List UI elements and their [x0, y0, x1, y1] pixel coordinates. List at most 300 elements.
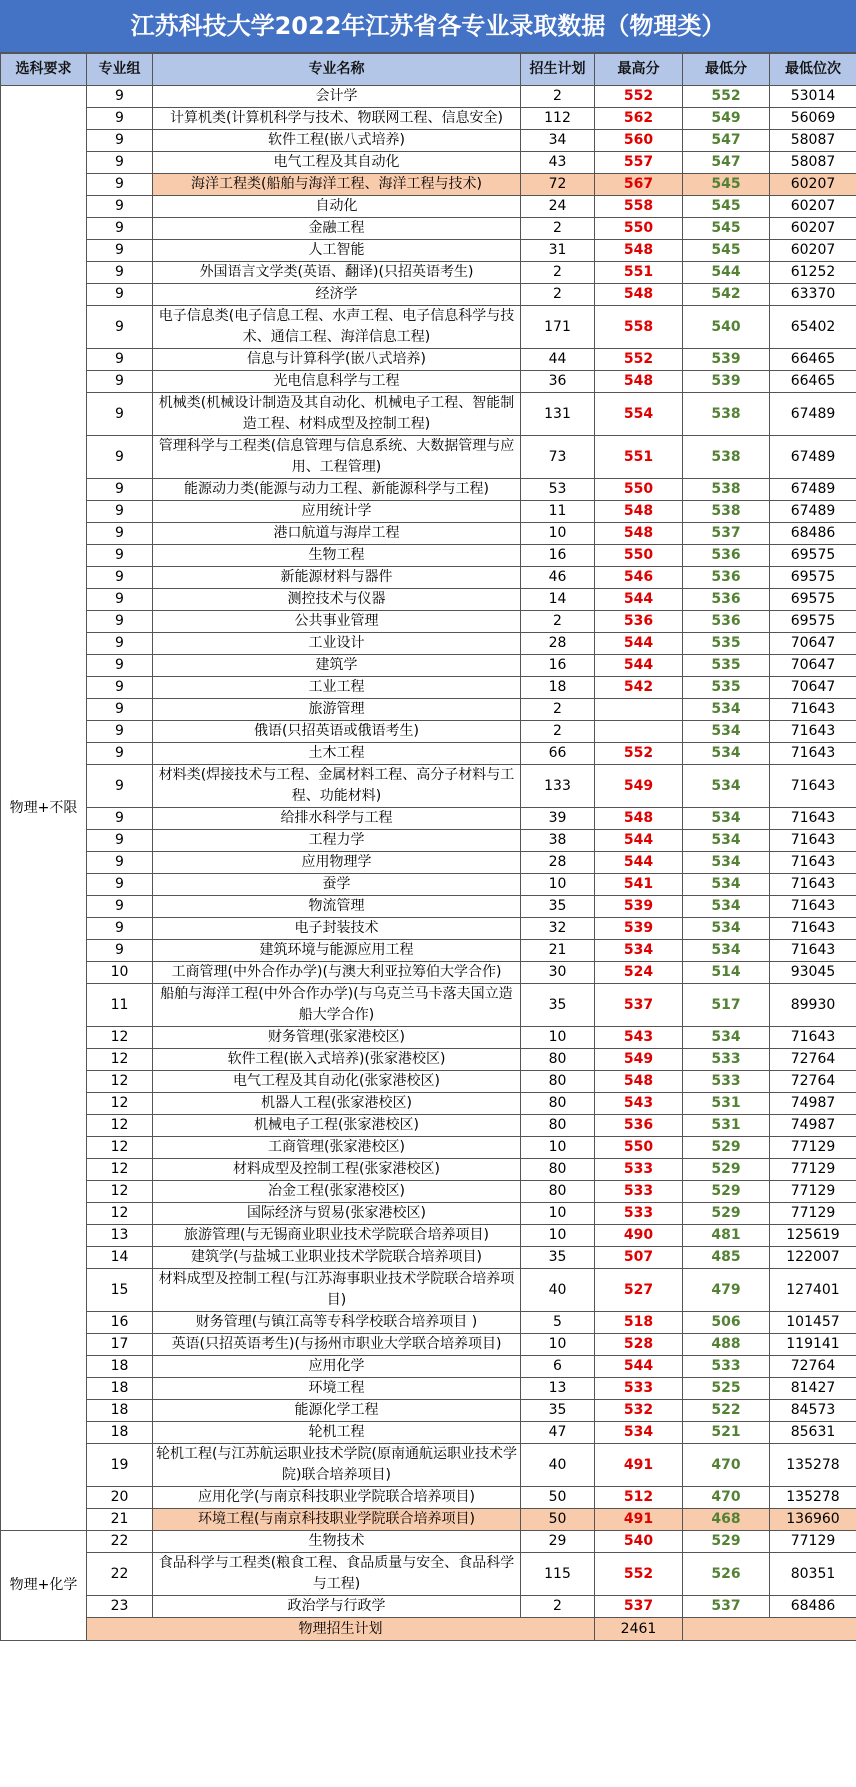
group-cell: 12 [87, 1071, 153, 1093]
low-score-cell: 526 [683, 1553, 770, 1596]
plan-cell: 73 [521, 436, 595, 479]
table-row [1, 677, 856, 699]
subject-requirement-cell: 物理+化学 [1, 1531, 87, 1641]
group-cell: 12 [87, 1115, 153, 1137]
low-score-cell: 547 [683, 130, 770, 152]
major-name-cell: 工业工程 [153, 677, 521, 699]
major-name-cell: 机械电子工程(张家港校区) [153, 1115, 521, 1137]
high-score-cell: 527 [595, 1269, 683, 1312]
low-score-cell: 529 [683, 1181, 770, 1203]
plan-cell: 14 [521, 589, 595, 611]
table-row [1, 545, 856, 567]
group-cell: 18 [87, 1378, 153, 1400]
high-score-cell: 549 [595, 1049, 683, 1071]
low-rank-cell: 71643 [770, 940, 856, 962]
low-rank-cell: 68486 [770, 1596, 856, 1618]
low-rank-cell: 71643 [770, 874, 856, 896]
group-cell: 9 [87, 284, 153, 306]
low-rank-cell: 71643 [770, 852, 856, 874]
table-row [1, 262, 856, 284]
high-score-cell: 560 [595, 130, 683, 152]
high-score-cell: 491 [595, 1444, 683, 1487]
group-cell: 9 [87, 240, 153, 262]
low-score-cell: 529 [683, 1137, 770, 1159]
plan-cell: 2 [521, 86, 595, 108]
plan-cell: 35 [521, 984, 595, 1027]
table-row [1, 1400, 856, 1422]
major-name-cell: 工商管理(张家港校区) [153, 1137, 521, 1159]
low-score-cell: 539 [683, 349, 770, 371]
low-rank-cell: 65402 [770, 306, 856, 349]
plan-cell: 66 [521, 743, 595, 765]
plan-cell: 80 [521, 1159, 595, 1181]
low-rank-cell: 84573 [770, 1400, 856, 1422]
low-rank-cell: 71643 [770, 830, 856, 852]
table-body [1, 86, 856, 1641]
low-score-cell: 529 [683, 1531, 770, 1553]
low-rank-cell: 89930 [770, 984, 856, 1027]
major-name-cell: 政治学与行政学 [153, 1596, 521, 1618]
group-cell: 9 [87, 765, 153, 808]
major-name-cell: 旅游管理(与无锡商业职业技术学院联合培养项目) [153, 1225, 521, 1247]
low-score-cell: 534 [683, 765, 770, 808]
plan-cell: 10 [521, 1225, 595, 1247]
high-score-cell: 537 [595, 984, 683, 1027]
major-name-cell: 材料成型及控制工程(张家港校区) [153, 1159, 521, 1181]
low-score-cell: 537 [683, 1596, 770, 1618]
major-name-cell: 财务管理(与镇江高等专科学校联合培养项目 ) [153, 1312, 521, 1334]
low-rank-cell: 122007 [770, 1247, 856, 1269]
major-name-cell: 物流管理 [153, 896, 521, 918]
low-score-cell: 545 [683, 196, 770, 218]
low-score-cell: 536 [683, 611, 770, 633]
group-cell: 12 [87, 1093, 153, 1115]
plan-cell: 24 [521, 196, 595, 218]
plan-cell: 80 [521, 1181, 595, 1203]
high-score-cell: 552 [595, 743, 683, 765]
high-score-cell: 552 [595, 86, 683, 108]
high-score-cell [595, 721, 683, 743]
group-cell: 9 [87, 743, 153, 765]
plan-cell: 10 [521, 1027, 595, 1049]
table-row [1, 567, 856, 589]
high-score-cell: 536 [595, 611, 683, 633]
major-name-cell: 光电信息科学与工程 [153, 371, 521, 393]
group-cell: 9 [87, 830, 153, 852]
major-name-cell: 国际经济与贸易(张家港校区) [153, 1203, 521, 1225]
low-score-cell: 468 [683, 1509, 770, 1531]
table-row [1, 1596, 856, 1618]
low-rank-cell: 58087 [770, 130, 856, 152]
low-rank-cell: 66465 [770, 371, 856, 393]
table-row [1, 1334, 856, 1356]
table-row [1, 918, 856, 940]
group-cell: 9 [87, 86, 153, 108]
high-score-cell: 567 [595, 174, 683, 196]
plan-cell: 31 [521, 240, 595, 262]
low-score-cell: 514 [683, 962, 770, 984]
header-rank: 最低位次 [770, 54, 856, 86]
major-name-cell: 金融工程 [153, 218, 521, 240]
table-row [1, 501, 856, 523]
low-rank-cell: 80351 [770, 1553, 856, 1596]
major-name-cell: 应用化学(与南京科技职业学院联合培养项目) [153, 1487, 521, 1509]
major-name-cell: 电气工程及其自动化(张家港校区) [153, 1071, 521, 1093]
plan-cell: 80 [521, 1049, 595, 1071]
high-score-cell: 541 [595, 874, 683, 896]
low-score-cell: 538 [683, 436, 770, 479]
major-name-cell: 电子封装技术 [153, 918, 521, 940]
table-row [1, 896, 856, 918]
group-cell: 9 [87, 196, 153, 218]
group-cell: 9 [87, 567, 153, 589]
high-score-cell: 549 [595, 765, 683, 808]
major-name-cell: 船舶与海洋工程(中外合作办学)(与乌克兰马卡落夫国立造船大学合作) [153, 984, 521, 1027]
low-rank-cell: 74987 [770, 1093, 856, 1115]
group-cell: 9 [87, 152, 153, 174]
low-score-cell: 534 [683, 940, 770, 962]
major-name-cell: 旅游管理 [153, 699, 521, 721]
low-score-cell: 531 [683, 1115, 770, 1137]
low-score-cell: 535 [683, 655, 770, 677]
table-row [1, 196, 856, 218]
high-score-cell: 533 [595, 1181, 683, 1203]
table-row [1, 589, 856, 611]
low-rank-cell: 72764 [770, 1049, 856, 1071]
plan-cell: 2 [521, 218, 595, 240]
group-cell: 9 [87, 896, 153, 918]
high-score-cell: 548 [595, 808, 683, 830]
high-score-cell: 540 [595, 1531, 683, 1553]
table-row [1, 1247, 856, 1269]
low-score-cell: 535 [683, 633, 770, 655]
major-name-cell: 计算机类(计算机科学与技术、物联网工程、信息安全) [153, 108, 521, 130]
major-name-cell: 人工智能 [153, 240, 521, 262]
group-cell: 9 [87, 306, 153, 349]
low-rank-cell: 93045 [770, 962, 856, 984]
low-rank-cell: 66465 [770, 349, 856, 371]
table-row [1, 152, 856, 174]
low-rank-cell: 67489 [770, 393, 856, 436]
major-name-cell: 生物技术 [153, 1531, 521, 1553]
major-name-cell: 经济学 [153, 284, 521, 306]
low-rank-cell: 60207 [770, 174, 856, 196]
group-cell: 9 [87, 371, 153, 393]
table-row [1, 523, 856, 545]
table-row [1, 306, 856, 349]
table-row [1, 830, 856, 852]
major-name-cell: 信息与计算科学(嵌八式培养) [153, 349, 521, 371]
low-rank-cell: 81427 [770, 1378, 856, 1400]
plan-cell: 2 [521, 262, 595, 284]
total-value: 2461 [595, 1618, 683, 1641]
page-title: 江苏科技大学2022年江苏省各专业录取数据（物理类） [0, 0, 856, 53]
group-cell: 11 [87, 984, 153, 1027]
low-score-cell: 545 [683, 174, 770, 196]
high-score-cell: 557 [595, 152, 683, 174]
table-row [1, 1203, 856, 1225]
group-cell: 9 [87, 655, 153, 677]
plan-cell: 46 [521, 567, 595, 589]
table-row [1, 130, 856, 152]
group-cell: 9 [87, 174, 153, 196]
major-name-cell: 工业设计 [153, 633, 521, 655]
table-row [1, 721, 856, 743]
group-cell: 9 [87, 108, 153, 130]
table-row [1, 962, 856, 984]
group-cell: 9 [87, 501, 153, 523]
header-plan: 招生计划 [521, 54, 595, 86]
table-row [1, 393, 856, 436]
high-score-cell: 544 [595, 655, 683, 677]
plan-cell: 32 [521, 918, 595, 940]
major-name-cell: 电子信息类(电子信息工程、水声工程、电子信息科学与技术、通信工程、海洋信息工程) [153, 306, 521, 349]
subject-requirement-cell: 物理+不限 [1, 86, 87, 1531]
high-score-cell [595, 699, 683, 721]
low-score-cell: 470 [683, 1487, 770, 1509]
high-score-cell: 544 [595, 852, 683, 874]
high-score-cell: 512 [595, 1487, 683, 1509]
low-rank-cell: 119141 [770, 1334, 856, 1356]
plan-cell: 2 [521, 699, 595, 721]
high-score-cell: 550 [595, 1137, 683, 1159]
low-rank-cell: 71643 [770, 808, 856, 830]
major-name-cell: 建筑学(与盐城工业职业技术学院联合培养项目) [153, 1247, 521, 1269]
major-name-cell: 软件工程(嵌入式培养)(张家港校区) [153, 1049, 521, 1071]
plan-cell: 43 [521, 152, 595, 174]
high-score-cell: 518 [595, 1312, 683, 1334]
low-rank-cell: 58087 [770, 152, 856, 174]
plan-cell: 10 [521, 523, 595, 545]
major-name-cell: 俄语(只招英语或俄语考生) [153, 721, 521, 743]
plan-cell: 28 [521, 633, 595, 655]
table-row [1, 108, 856, 130]
table-row [1, 984, 856, 1027]
low-rank-cell: 127401 [770, 1269, 856, 1312]
plan-cell: 21 [521, 940, 595, 962]
high-score-cell: 552 [595, 349, 683, 371]
major-name-cell: 外国语言文学类(英语、翻译)(只招英语考生) [153, 262, 521, 284]
low-rank-cell: 69575 [770, 589, 856, 611]
low-rank-cell: 135278 [770, 1444, 856, 1487]
plan-cell: 72 [521, 174, 595, 196]
table-row [1, 1312, 856, 1334]
group-cell: 19 [87, 1444, 153, 1487]
low-rank-cell: 71643 [770, 721, 856, 743]
group-cell: 9 [87, 262, 153, 284]
low-score-cell: 537 [683, 523, 770, 545]
high-score-cell: 534 [595, 940, 683, 962]
low-score-cell: 481 [683, 1225, 770, 1247]
low-score-cell: 534 [683, 1027, 770, 1049]
low-rank-cell: 69575 [770, 545, 856, 567]
low-rank-cell: 71643 [770, 1027, 856, 1049]
high-score-cell: 537 [595, 1596, 683, 1618]
high-score-cell: 533 [595, 1159, 683, 1181]
low-score-cell: 539 [683, 371, 770, 393]
low-score-cell: 534 [683, 874, 770, 896]
high-score-cell: 562 [595, 108, 683, 130]
group-cell: 23 [87, 1596, 153, 1618]
high-score-cell: 539 [595, 918, 683, 940]
major-name-cell: 机器人工程(张家港校区) [153, 1093, 521, 1115]
major-name-cell: 新能源材料与器件 [153, 567, 521, 589]
plan-cell: 38 [521, 830, 595, 852]
plan-cell: 18 [521, 677, 595, 699]
low-score-cell: 506 [683, 1312, 770, 1334]
high-score-cell: 542 [595, 677, 683, 699]
table-row [1, 1422, 856, 1444]
low-rank-cell: 60207 [770, 196, 856, 218]
plan-cell: 133 [521, 765, 595, 808]
group-cell: 9 [87, 699, 153, 721]
low-score-cell: 536 [683, 589, 770, 611]
low-rank-cell: 77129 [770, 1159, 856, 1181]
high-score-cell: 548 [595, 284, 683, 306]
high-score-cell: 528 [595, 1334, 683, 1356]
plan-cell: 34 [521, 130, 595, 152]
plan-cell: 131 [521, 393, 595, 436]
low-score-cell: 521 [683, 1422, 770, 1444]
low-rank-cell: 69575 [770, 567, 856, 589]
header-major: 专业名称 [153, 54, 521, 86]
table-row [1, 436, 856, 479]
header-group: 专业组 [87, 54, 153, 86]
major-name-cell: 蚕学 [153, 874, 521, 896]
plan-cell: 50 [521, 1509, 595, 1531]
plan-cell: 2 [521, 721, 595, 743]
high-score-cell: 544 [595, 830, 683, 852]
low-rank-cell: 53014 [770, 86, 856, 108]
low-score-cell: 538 [683, 393, 770, 436]
group-cell: 9 [87, 918, 153, 940]
low-rank-cell: 67489 [770, 436, 856, 479]
high-score-cell: 534 [595, 1422, 683, 1444]
low-rank-cell: 56069 [770, 108, 856, 130]
total-label: 物理招生计划 [87, 1618, 595, 1641]
table-row [1, 808, 856, 830]
high-score-cell: 548 [595, 240, 683, 262]
low-rank-cell: 63370 [770, 284, 856, 306]
table-row [1, 1027, 856, 1049]
plan-cell: 112 [521, 108, 595, 130]
low-score-cell: 534 [683, 852, 770, 874]
group-cell: 12 [87, 1137, 153, 1159]
table-row [1, 633, 856, 655]
header-row [1, 54, 856, 86]
table-row [1, 1137, 856, 1159]
plan-cell: 6 [521, 1356, 595, 1378]
high-score-cell: 551 [595, 262, 683, 284]
major-name-cell: 电气工程及其自动化 [153, 152, 521, 174]
plan-cell: 36 [521, 371, 595, 393]
high-score-cell: 490 [595, 1225, 683, 1247]
plan-cell: 40 [521, 1444, 595, 1487]
high-score-cell: 546 [595, 567, 683, 589]
table-row [1, 284, 856, 306]
group-cell: 9 [87, 130, 153, 152]
major-name-cell: 材料类(焊接技术与工程、金属材料工程、高分子材料与工程、功能材料) [153, 765, 521, 808]
table-row [1, 218, 856, 240]
low-rank-cell: 77129 [770, 1531, 856, 1553]
group-cell: 9 [87, 852, 153, 874]
low-score-cell: 533 [683, 1071, 770, 1093]
plan-cell: 13 [521, 1378, 595, 1400]
major-name-cell: 环境工程(与南京科技职业学院联合培养项目) [153, 1509, 521, 1531]
low-rank-cell: 71643 [770, 918, 856, 940]
group-cell: 14 [87, 1247, 153, 1269]
low-rank-cell: 77129 [770, 1137, 856, 1159]
plan-cell: 53 [521, 479, 595, 501]
low-rank-cell: 71643 [770, 896, 856, 918]
low-score-cell: 549 [683, 108, 770, 130]
major-name-cell: 应用物理学 [153, 852, 521, 874]
low-score-cell: 488 [683, 1334, 770, 1356]
low-score-cell: 525 [683, 1378, 770, 1400]
plan-cell: 28 [521, 852, 595, 874]
low-rank-cell: 69575 [770, 611, 856, 633]
major-name-cell: 能源化学工程 [153, 1400, 521, 1422]
major-name-cell: 财务管理(张家港校区) [153, 1027, 521, 1049]
low-score-cell: 531 [683, 1093, 770, 1115]
admission-table [0, 53, 856, 1641]
table-row [1, 479, 856, 501]
major-name-cell: 管理科学与工程类(信息管理与信息系统、大数据管理与应用、工程管理) [153, 436, 521, 479]
high-score-cell: 551 [595, 436, 683, 479]
group-cell: 17 [87, 1334, 153, 1356]
plan-cell: 10 [521, 1203, 595, 1225]
plan-cell: 2 [521, 284, 595, 306]
low-rank-cell: 136960 [770, 1509, 856, 1531]
high-score-cell: 548 [595, 371, 683, 393]
low-score-cell: 533 [683, 1356, 770, 1378]
low-rank-cell: 67489 [770, 479, 856, 501]
high-score-cell: 507 [595, 1247, 683, 1269]
group-cell: 12 [87, 1027, 153, 1049]
major-name-cell: 生物工程 [153, 545, 521, 567]
table-row [1, 655, 856, 677]
low-score-cell: 534 [683, 896, 770, 918]
low-score-cell: 536 [683, 567, 770, 589]
low-rank-cell: 71643 [770, 765, 856, 808]
high-score-cell: 532 [595, 1400, 683, 1422]
table-row [1, 1071, 856, 1093]
high-score-cell: 558 [595, 196, 683, 218]
table-row [1, 1181, 856, 1203]
low-score-cell: 522 [683, 1400, 770, 1422]
plan-cell: 80 [521, 1115, 595, 1137]
table-row [1, 1356, 856, 1378]
table-row [1, 1225, 856, 1247]
low-rank-cell: 60207 [770, 218, 856, 240]
table-row [1, 1049, 856, 1071]
plan-cell: 10 [521, 1334, 595, 1356]
low-score-cell: 545 [683, 240, 770, 262]
group-cell: 18 [87, 1422, 153, 1444]
group-cell: 9 [87, 940, 153, 962]
group-cell: 9 [87, 523, 153, 545]
low-score-cell: 529 [683, 1159, 770, 1181]
table-row [1, 349, 856, 371]
major-name-cell: 测控技术与仪器 [153, 589, 521, 611]
major-name-cell: 轮机工程 [153, 1422, 521, 1444]
high-score-cell: 533 [595, 1378, 683, 1400]
total-filler [683, 1618, 856, 1641]
plan-cell: 16 [521, 545, 595, 567]
table-row [1, 874, 856, 896]
high-score-cell: 533 [595, 1203, 683, 1225]
low-score-cell: 552 [683, 86, 770, 108]
